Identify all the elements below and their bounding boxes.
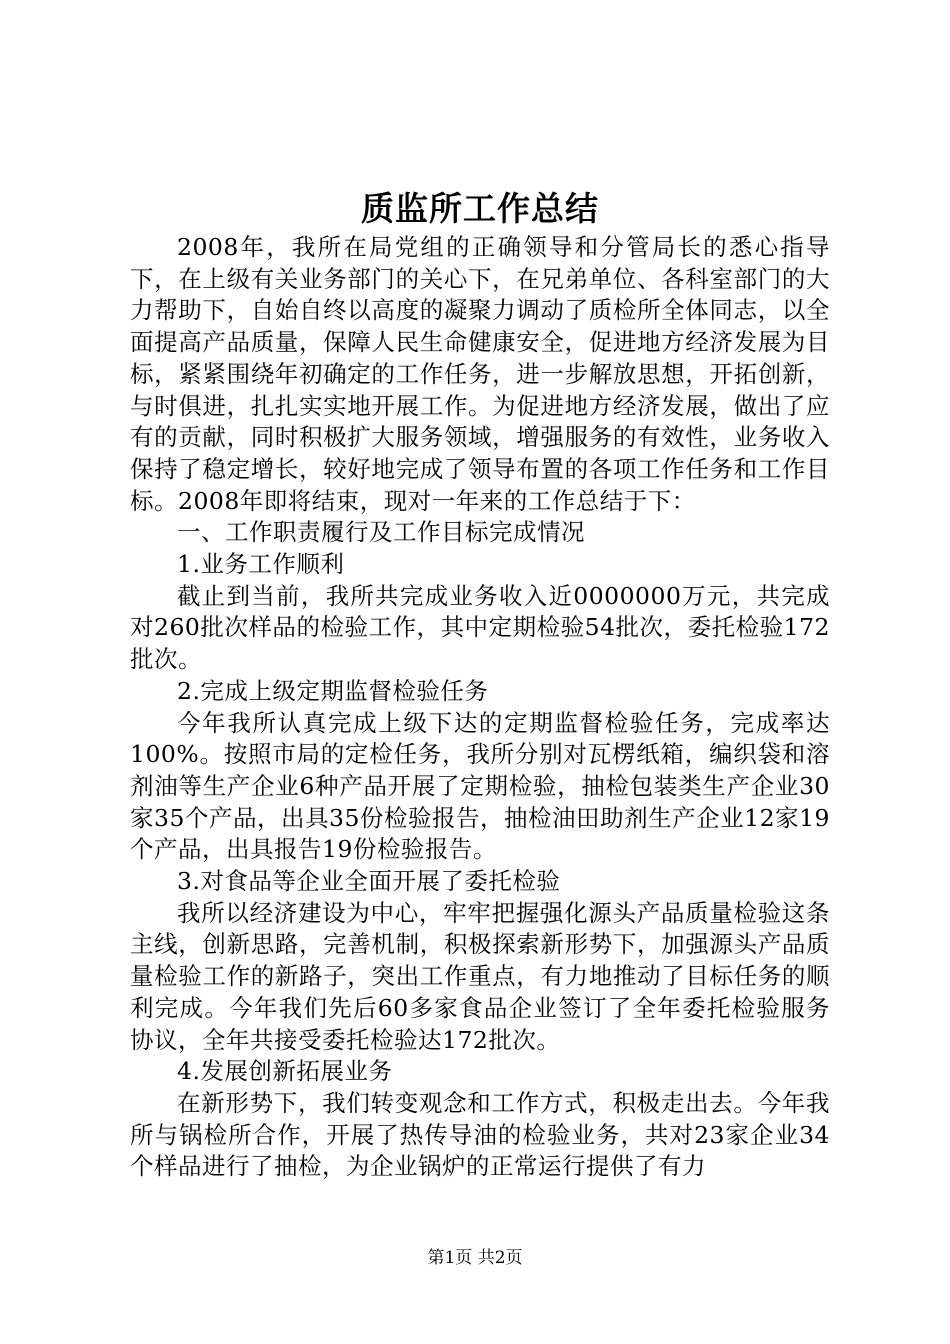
paragraph-business: 截止到当前，我所共完成业务收入近0000000万元，共完成对260批次样品的检验工作，其中定期检验54批次，委托检验172批次。 xyxy=(130,581,830,674)
subheading-1: 1.业务工作顺利 xyxy=(177,550,345,579)
subheading-4: 4.发展创新拓展业务 xyxy=(177,1057,393,1086)
document-title: 质监所工作总结 xyxy=(361,189,599,228)
page-number-footer: 第1页 共2页 xyxy=(427,1248,523,1268)
paragraph-intro: 2008年，我所在局党组的正确领导和分管局长的悉心指导下，在上级有关业务部门的关心下，在兄弟单位、各科室部门的大力帮助下，自始自终以高度的凝聚力调动了质检所全体同志，以全面提高产品质量，保障人民生命健康安全，促进地方经济发展为目标，紧紧围绕年初确定的工作任务，进一步解放思想，开拓创新，与时俱进，扎扎实实地开展工作。为促进地方经济发展，做出了应有的贡献，同时积极扩大服务领域，增强服务的有效性，业务收入保持了稳定增长，较好地完成了领导布置的各项工作任务和工作目标。2008年即将结束，现对一年来的工作总结于下： xyxy=(130,233,830,515)
paragraph-commission: 我所以经济建设为中心，牢牢把握强化源头产品质量检验这条主线，创新思路，完善机制，积极探索新形势下，加强源头产品质量检验工作的新路子，突出工作重点，有力地推动了目标任务的顺利完成。今年我们先后60多家食品企业签订了全年委托检验服务协议，全年共接受委托检验达172批次。 xyxy=(130,898,830,1054)
subheading-3: 3.对食品等企业全面开展了委托检验 xyxy=(177,867,561,896)
document-page xyxy=(130,186,830,1183)
paragraph-innovation: 在新形势下，我们转变观念和工作方式，积极走出去。今年我所与锅检所合作，开展了热传导油的检验业务，共对23家企业34个样品进行了抽检，为企业锅炉的正常运行提供了有力 xyxy=(130,1088,830,1181)
paragraph-supervision: 今年我所认真完成上级下达的定期监督检验任务，完成率达100%。按照市局的定检任务，我所分别对瓦楞纸箱，编织袋和溶剂油等生产企业6种产品开展了定期检验，抽检包装类生产企业30家35个产品，出具35份检验报告，抽检油田助剂生产企业12家19个产品，出具报告19份检验报告。 xyxy=(130,708,830,864)
section-heading-1: 一、工作职责履行及工作目标完成情况 xyxy=(177,518,585,547)
subheading-2: 2.完成上级定期监督检验任务 xyxy=(177,676,489,705)
